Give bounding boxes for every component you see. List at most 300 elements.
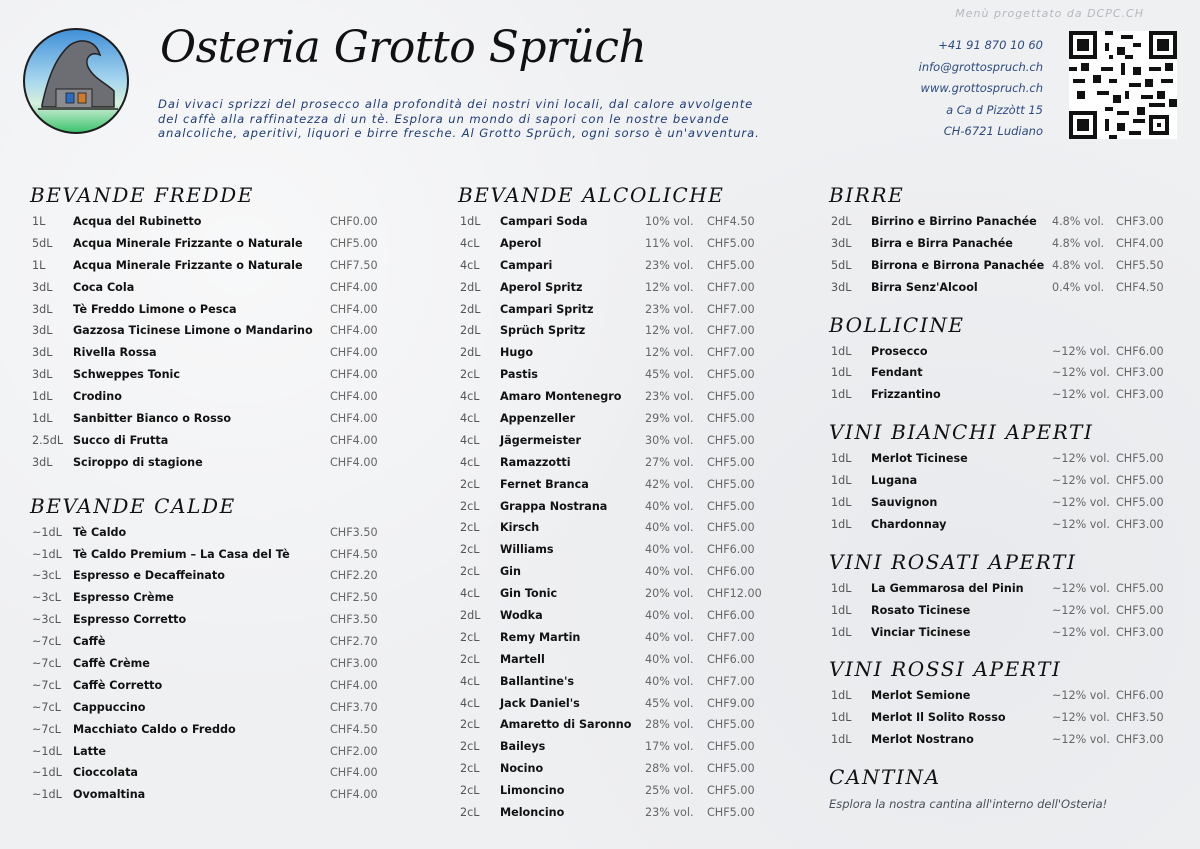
menu-item-price: CHF4.50 [707, 215, 755, 228]
menu-item-abv: ~12% vol. [1052, 517, 1110, 531]
menu-item-name: Sanbitter Bianco o Rosso [73, 412, 232, 426]
menu-item-abv: 20% vol. [645, 587, 694, 601]
menu-item-price: CHF5.00 [707, 368, 755, 382]
menu-item [30, 741, 390, 763]
menu-item-name: Acqua Minerale Frizzante o Naturale [73, 258, 303, 272]
menu-item [458, 671, 768, 693]
menu-item-qty: 2cL [460, 565, 480, 579]
menu-item-qty: 1dL [831, 711, 852, 725]
menu-item-name: Latte [73, 744, 106, 758]
menu-item-name: Merlot Il Solito Rosso [871, 711, 1006, 725]
section-title-bevande-calde: BEVANDE CALDE [30, 493, 236, 518]
menu-item [458, 649, 768, 671]
menu-item [829, 578, 1174, 600]
menu-item-name: Sauvignon [871, 496, 938, 510]
menu-item [458, 605, 768, 627]
menu-item-abv: ~12% vol. [1052, 452, 1110, 466]
menu-item [30, 320, 390, 342]
menu-item [458, 627, 768, 649]
menu-item [30, 386, 390, 408]
menu-item-name: Kirsch [500, 521, 540, 535]
menu-list-bevande-alcoliche [458, 211, 768, 824]
menu-item-price: CHF3.00 [1116, 388, 1164, 402]
menu-item-name: Acqua Minerale Frizzante o Naturale [73, 236, 303, 250]
section-title-cantina: CANTINA [829, 765, 941, 790]
menu-item-abv: 40% vol. [645, 609, 694, 623]
menu-item-price: CHF5.00 [707, 718, 755, 732]
menu-item-abv: 45% vol. [645, 696, 694, 710]
menu-item-name: Frizzantino [871, 388, 941, 402]
menu-item-price: CHF5.00 [1116, 496, 1164, 510]
menu-item [829, 514, 1174, 536]
menu-item-price: CHF3.00 [330, 657, 378, 671]
menu-item-qty: 1dL [831, 496, 852, 510]
menu-item-price: CHF4.00 [330, 433, 378, 447]
menu-item-qty: ~3cL [32, 569, 61, 583]
menu-item-abv: 29% vol. [645, 412, 694, 426]
menu-item [458, 364, 768, 386]
section-title-bevande-alcoliche: BEVANDE ALCOLICHE [458, 183, 725, 207]
menu-item [30, 211, 390, 233]
menu-item-price: CHF7.00 [707, 324, 755, 338]
menu-item [30, 544, 390, 566]
menu-item [458, 255, 768, 277]
menu-item-qty: ~7cL [32, 678, 61, 692]
menu-item-name: Meloncino [500, 806, 565, 820]
menu-item-price: CHF5.00 [707, 433, 755, 447]
menu-list-vini-bianchi [829, 448, 1174, 536]
menu-item [458, 561, 768, 583]
menu-item-name: Tè Caldo [73, 525, 127, 539]
menu-item-price: CHF2.20 [330, 569, 378, 583]
menu-item-price: CHF5.00 [707, 412, 755, 426]
menu-item-abv: 27% vol. [645, 455, 694, 469]
menu-item [458, 211, 768, 233]
menu-item [829, 492, 1174, 514]
menu-item-name: La Gemmarosa del Pinin [871, 581, 1024, 595]
menu-item [30, 255, 390, 277]
menu-item-abv: 10% vol. [645, 215, 694, 228]
menu-item-qty: 4cL [460, 236, 480, 250]
address-line: CH-6721 Ludiano [943, 124, 1043, 139]
menu-item-price: CHF4.50 [330, 547, 378, 561]
menu-item-abv: ~12% vol. [1052, 689, 1110, 703]
menu-item-qty: 2cL [460, 543, 480, 557]
email-link[interactable]: info@grottospruch.ch [918, 59, 1043, 74]
menu-item-abv: ~12% vol. [1052, 603, 1110, 617]
menu-item-abv: 4.8% vol. [1052, 258, 1105, 272]
menu-item-name: Rivella Rossa [73, 346, 157, 360]
menu-item-qty: 1L [32, 215, 46, 228]
section-title-vini-rosati: VINI ROSATI APERTI [829, 549, 1077, 574]
menu-item-price: CHF4.00 [330, 280, 378, 294]
menu-item-qty: ~7cL [32, 635, 61, 649]
menu-item-qty: 5dL [32, 236, 53, 250]
menu-item-price: CHF6.00 [707, 652, 755, 666]
menu-item [829, 384, 1174, 406]
menu-item-qty: 1dL [831, 388, 852, 402]
menu-item-qty: ~1dL [32, 766, 62, 780]
menu-item-price: CHF3.50 [1116, 711, 1164, 725]
menu-item-qty: 1dL [831, 625, 852, 639]
intro-text: Dai vivaci sprizzi del prosecco alla profondità dei nostri vini locali, dal calore avvolgente del caffè alla raffinatezza di un tè. Esplora un mondo di sapori con le nostre bevande analcoliche, aperitivi, liquori e birre fresche. Al Grotto Sprüch, ogni sorso è un'avventura. [158, 97, 760, 140]
menu-item [458, 277, 768, 299]
menu-item-price: CHF5.00 [1116, 581, 1164, 595]
menu-item-name: Rosato Ticinese [871, 603, 971, 617]
menu-item-price: CHF6.00 [1116, 689, 1164, 703]
menu-item-abv: 40% vol. [645, 521, 694, 535]
menu-item-abv: ~12% vol. [1052, 388, 1110, 402]
menu-item-abv: 23% vol. [645, 302, 694, 316]
menu-item-name: Lugana [871, 474, 918, 488]
menu-item-qty: 1dL [831, 733, 852, 747]
menu-item-qty: 3dL [32, 302, 53, 316]
menu-item-abv: 0.4% vol. [1052, 280, 1105, 294]
menu-item [829, 600, 1174, 622]
menu-item-price: CHF3.50 [330, 613, 378, 627]
menu-list-birre [829, 211, 1174, 299]
menu-item [829, 729, 1174, 751]
section-title-birre: BIRRE [829, 183, 905, 207]
menu-item-abv: ~12% vol. [1052, 366, 1110, 380]
menu-item [30, 653, 390, 675]
menu-item-abv: 25% vol. [645, 784, 694, 798]
menu-item-name: Martell [500, 652, 545, 666]
menu-item [30, 430, 390, 452]
menu-item-name: Campari Soda [500, 215, 588, 228]
menu-item-price: CHF4.00 [330, 346, 378, 360]
menu-item-qty: 4cL [460, 390, 480, 404]
menu-item-name: Baileys [500, 740, 546, 754]
menu-item [458, 780, 768, 802]
menu-item-name: Birra Senz'Alcool [871, 280, 978, 294]
menu-item-name: Gin Tonic [500, 587, 558, 601]
menu-item-name: Cappuccino [73, 700, 146, 714]
menu-item-price: CHF5.00 [707, 258, 755, 272]
menu-item-abv: 40% vol. [645, 630, 694, 644]
menu-item-qty: 1dL [32, 412, 53, 426]
menu-item-name: Jack Daniel's [500, 696, 580, 710]
cantina-note: Esplora la nostra cantina all'interno dell'Osteria! [829, 797, 1108, 812]
menu-item-price: CHF4.00 [330, 788, 378, 802]
menu-item-price: CHF2.70 [330, 635, 378, 649]
menu-item-name: Tè Freddo Limone o Pesca [73, 302, 237, 316]
menu-item [458, 320, 768, 342]
menu-item-price: CHF5.00 [707, 455, 755, 469]
menu-item-qty: ~3cL [32, 591, 61, 605]
menu-item [30, 697, 390, 719]
menu-item-price: CHF7.00 [707, 630, 755, 644]
menu-item-name: Fendant [871, 366, 923, 380]
menu-item-name: Gin [500, 565, 521, 579]
menu-item [829, 707, 1174, 729]
menu-item [30, 342, 390, 364]
menu-item-price: CHF4.00 [330, 390, 378, 404]
menu-item-abv: 45% vol. [645, 368, 694, 382]
menu-item-qty: 4cL [460, 455, 480, 469]
menu-item-qty: 2dL [831, 215, 852, 228]
menu-item-abv: ~12% vol. [1052, 581, 1110, 595]
menu-item-price: CHF7.50 [330, 258, 378, 272]
menu-item-price: CHF5.00 [707, 477, 755, 491]
section-title-vini-bianchi: VINI BIANCHI APERTI [829, 420, 1094, 445]
menu-item-price: CHF4.00 [330, 324, 378, 338]
menu-item-abv: 11% vol. [645, 236, 694, 250]
menu-item-price: CHF3.00 [1116, 733, 1164, 747]
menu-item-price: CHF4.00 [330, 766, 378, 780]
menu-item-name: Succo di Frutta [73, 433, 169, 447]
menu-item [458, 539, 768, 561]
menu-item-price: CHF6.00 [707, 565, 755, 579]
menu-item-abv: 40% vol. [645, 674, 694, 688]
menu-item-name: Fernet Branca [500, 477, 589, 491]
menu-item-name: Wodka [500, 609, 543, 623]
menu-item-name: Schweppes Tonic [73, 368, 180, 382]
qr-code[interactable] [1069, 31, 1177, 139]
menu-item-qty: 1dL [831, 689, 852, 703]
menu-item [458, 342, 768, 364]
menu-item-price: CHF4.00 [1116, 236, 1164, 250]
contact-block [919, 35, 1043, 143]
menu-item-price: CHF5.00 [707, 740, 755, 754]
menu-item-qty: ~1dL [32, 788, 62, 802]
menu-item-price: CHF5.00 [330, 236, 378, 250]
menu-item-name: Caffè [73, 635, 106, 649]
menu-item-qty: ~7cL [32, 722, 61, 736]
menu-item-name: Hugo [500, 346, 534, 360]
menu-item-qty: 2cL [460, 740, 480, 754]
menu-item-qty: 1dL [831, 581, 852, 595]
menu-item-name: Appenzeller [500, 412, 576, 426]
menu-item-price: CHF3.00 [1116, 366, 1164, 380]
menu-item-price: CHF7.00 [707, 302, 755, 316]
menu-item-abv: ~12% vol. [1052, 474, 1110, 488]
column-right [829, 181, 1174, 811]
menu-item [458, 496, 768, 518]
menu-item-qty: 5dL [831, 258, 852, 272]
menu-item-name: Jägermeister [500, 433, 582, 447]
menu-item-qty: 1dL [831, 344, 852, 358]
menu-item-qty: ~7cL [32, 700, 61, 714]
menu-item-abv: 12% vol. [645, 280, 694, 294]
menu-item-qty: 2dL [460, 302, 481, 316]
menu-item-qty: 2cL [460, 806, 480, 820]
menu-item-abv: 23% vol. [645, 258, 694, 272]
menu-item [829, 622, 1174, 644]
menu-item-qty: 1dL [831, 366, 852, 380]
menu-item-price: CHF4.00 [330, 302, 378, 316]
menu-item-name: Coca Cola [73, 280, 135, 294]
menu-item-qty: 4cL [460, 587, 480, 601]
menu-item-abv: 40% vol. [645, 565, 694, 579]
menu-item-name: Pastis [500, 368, 538, 382]
menu-item [30, 631, 390, 653]
menu-list-bevande-fredde [30, 211, 390, 474]
column-left [30, 181, 390, 806]
menu-item-price: CHF3.00 [1116, 215, 1164, 228]
menu-item-name: Limoncino [500, 784, 565, 798]
address-line: a Ca d Pizzòtt 15 [946, 102, 1043, 117]
menu-item [458, 430, 768, 452]
menu-item-qty: 4cL [460, 696, 480, 710]
column-middle [458, 181, 768, 824]
menu-item-name: Amaro Montenegro [500, 390, 622, 404]
menu-item-price: CHF5.00 [1116, 603, 1164, 617]
menu-item-qty: ~1dL [32, 547, 62, 561]
menu-item-name: Vinciar Ticinese [871, 625, 971, 639]
menu-item-price: CHF5.00 [707, 806, 755, 820]
menu-item [829, 685, 1174, 707]
menu-item [829, 341, 1174, 363]
menu-item-price: CHF4.00 [330, 678, 378, 692]
menu-item-qty: 3dL [831, 280, 852, 294]
menu-item-name: Crodino [73, 390, 122, 404]
menu-item-qty: 2cL [460, 630, 480, 644]
menu-list-vini-rosati [829, 578, 1174, 644]
menu-item-qty: 2dL [460, 346, 481, 360]
menu-item-price: CHF3.00 [1116, 517, 1164, 531]
menu-item-price: CHF4.50 [330, 722, 378, 736]
menu-item-price: CHF5.00 [707, 762, 755, 776]
menu-item-qty: 2cL [460, 368, 480, 382]
menu-item-name: Tè Caldo Premium – La Casa del Tè [73, 547, 290, 561]
menu-item [458, 758, 768, 780]
menu-item-qty: 2dL [460, 609, 481, 623]
menu-item-qty: 4cL [460, 433, 480, 447]
menu-item-name: Cioccolata [73, 766, 138, 780]
menu-item-name: Campari [500, 258, 553, 272]
menu-item-abv: 30% vol. [645, 433, 694, 447]
menu-item-price: CHF5.00 [707, 390, 755, 404]
menu-item-name: Espresso e Decaffeinato [73, 569, 225, 583]
menu-item [458, 386, 768, 408]
menu-item-qty: 1dL [831, 603, 852, 617]
menu-item-abv: 12% vol. [645, 346, 694, 360]
menu-item-qty: 3dL [32, 324, 53, 338]
menu-list-bollicine [829, 341, 1174, 407]
menu-item-price: CHF6.00 [707, 609, 755, 623]
menu-item [829, 448, 1174, 470]
menu-item-price: CHF4.00 [330, 368, 378, 382]
menu-item [30, 609, 390, 631]
restaurant-title: Osteria Grotto Sprüch [160, 22, 647, 73]
section-title-bollicine: BOLLICINE [829, 312, 965, 337]
menu-item [458, 583, 768, 605]
menu-item-price: CHF12.00 [707, 587, 762, 601]
menu-item [30, 299, 390, 321]
menu-item-name: Campari Spritz [500, 302, 594, 316]
menu-item-name: Caffè Crème [73, 657, 150, 671]
menu-item-price: CHF9.00 [707, 696, 755, 710]
menu-item [458, 233, 768, 255]
menu-item [30, 452, 390, 474]
menu-item [458, 408, 768, 430]
menu-item-abv: 23% vol. [645, 390, 694, 404]
menu-item [829, 277, 1174, 299]
designer-credit: Menù progettato da DCPC.CH [955, 7, 1144, 20]
menu-item-name: Birra e Birra Panachée [871, 236, 1013, 250]
menu-item-price: CHF7.00 [707, 280, 755, 294]
menu-item-price: CHF7.00 [707, 346, 755, 360]
menu-item-qty: 2dL [460, 280, 481, 294]
menu-item-name: Ballantine's [500, 674, 575, 688]
menu-item-price: CHF3.70 [330, 700, 378, 714]
menu-item-qty: 1dL [460, 215, 481, 228]
menu-item-qty: 2cL [460, 652, 480, 666]
menu-item-price: CHF3.00 [1116, 625, 1164, 639]
menu-item-name: Sciroppo di stagione [73, 455, 203, 469]
menu-list-vini-rossi [829, 685, 1174, 751]
website-link[interactable]: www.grottospruch.ch [920, 81, 1043, 96]
menu-item-qty: 3dL [32, 455, 53, 469]
menu-item-qty: 1L [32, 258, 46, 272]
menu-item-abv: 40% vol. [645, 499, 694, 513]
menu-item [829, 211, 1174, 233]
menu-item-abv: 40% vol. [645, 652, 694, 666]
menu-item-name: Macchiato Caldo o Freddo [73, 722, 236, 736]
menu-item-price: CHF3.50 [330, 525, 378, 539]
menu-item-abv: 28% vol. [645, 718, 694, 732]
menu-item [829, 470, 1174, 492]
menu-item [30, 675, 390, 697]
menu-item-qty: 3dL [831, 236, 852, 250]
menu-item-price: CHF5.00 [707, 236, 755, 250]
phone-link[interactable]: +41 91 870 10 60 [938, 38, 1043, 52]
menu-item-price: CHF2.50 [330, 591, 378, 605]
menu-item-qty: 2cL [460, 784, 480, 798]
menu-item-name: Espresso Corretto [73, 613, 187, 627]
menu-item [30, 277, 390, 299]
menu-item-name: Caffè Corretto [73, 678, 163, 692]
menu-item-price: CHF0.00 [330, 215, 378, 228]
menu-item [30, 408, 390, 430]
menu-list-bevande-calde [30, 522, 390, 807]
menu-item-name: Birrona e Birrona Panachée [871, 258, 1045, 272]
menu-item-name: Chardonnay [871, 517, 947, 531]
menu-item-price: CHF5.00 [1116, 452, 1164, 466]
menu-item-name: Aperol [500, 236, 542, 250]
menu-item-qty: 3dL [32, 280, 53, 294]
menu-item-abv: ~12% vol. [1052, 625, 1110, 639]
menu-item [30, 233, 390, 255]
menu-item-name: Merlot Nostrano [871, 733, 974, 747]
menu-item-name: Ramazzotti [500, 455, 571, 469]
menu-item-name: Nocino [500, 762, 544, 776]
menu-item-qty: ~1dL [32, 525, 62, 539]
menu-item-qty: 4cL [460, 258, 480, 272]
menu-item-qty: 2dL [460, 324, 481, 338]
menu-item-abv: 4.8% vol. [1052, 215, 1105, 228]
menu-item-price: CHF4.00 [330, 455, 378, 469]
menu-item-qty: 2cL [460, 718, 480, 732]
menu-item-name: Acqua del Rubinetto [73, 215, 202, 228]
menu-item-price: CHF4.50 [1116, 280, 1164, 294]
menu-item [458, 452, 768, 474]
menu-item [30, 719, 390, 741]
menu-item-price: CHF7.00 [707, 674, 755, 688]
menu-item-name: Sprüch Spritz [500, 324, 586, 338]
menu-item-qty: ~3cL [32, 613, 61, 627]
menu-item-name: Grappa Nostrana [500, 499, 608, 513]
menu-item-price: CHF6.00 [707, 543, 755, 557]
menu-item [458, 736, 768, 758]
menu-item-price: CHF5.00 [707, 521, 755, 535]
menu-item-abv: ~12% vol. [1052, 344, 1110, 358]
menu-item-price: CHF5.00 [1116, 474, 1164, 488]
menu-item-name: Ovomaltina [73, 788, 146, 802]
menu-item-name: Remy Martin [500, 630, 581, 644]
menu-item [458, 802, 768, 824]
